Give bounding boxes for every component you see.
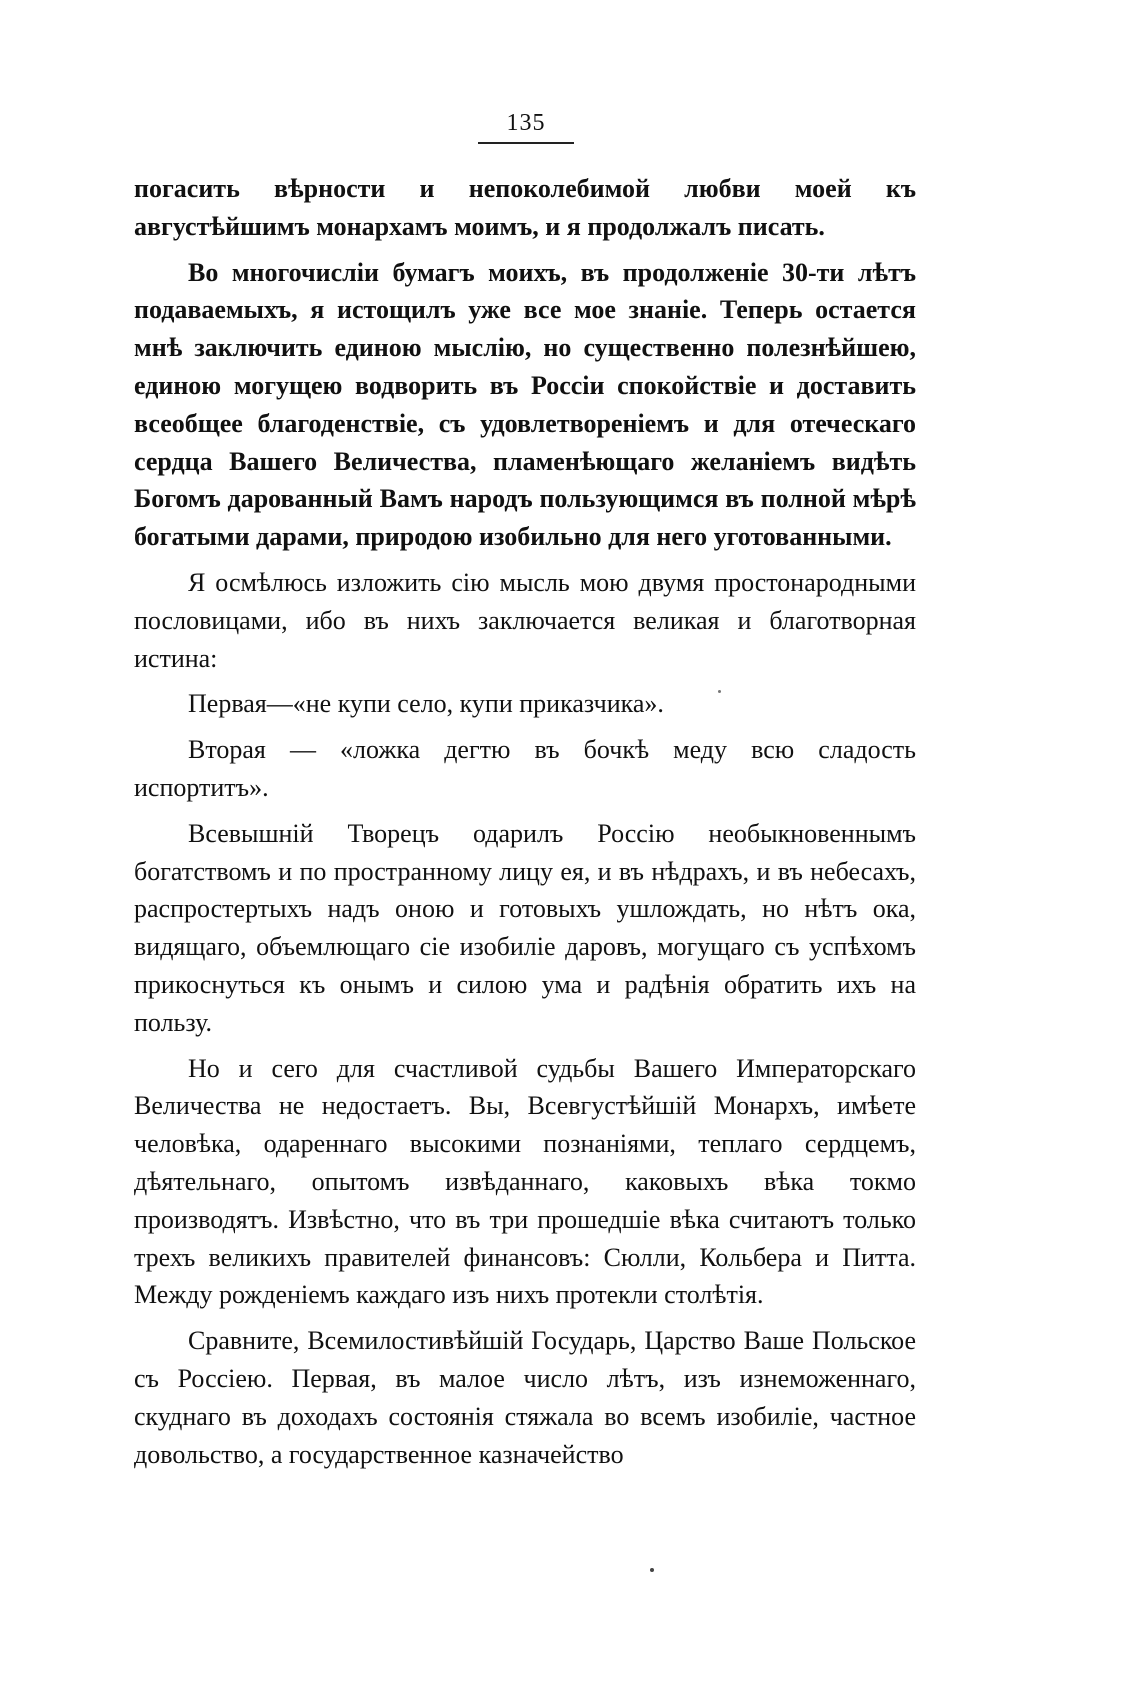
paragraph: Сравните, Всемилостивѣйшій Государь, Царство Ваше Польское съ Россіею. Первая, въ малое число лѣтъ, изъ изнеможеннаго, скуднаго въ доходахъ состоянія стяжала во всемъ изобиліе, частное довольство, а государственное казначейство xyxy=(134,1326,916,1469)
proverb-second: Вторая — «ложка дегтю въ бочкѣ меду всю сладость испортитъ». xyxy=(134,735,916,802)
scan-speck xyxy=(718,690,721,693)
header-rule xyxy=(478,142,574,144)
proverb-first: Первая—«не купи село, купи приказчика». xyxy=(188,689,664,719)
page-number: 135 xyxy=(506,110,546,136)
body-text xyxy=(134,170,916,1481)
paragraph: Всевышній Творецъ одарилъ Россію необыкновеннымъ богатствомъ и по пространному лицу ея, и въ нѣдрахъ, и въ небесахъ, распростертыхъ надъ оною и готовыхъ ушлождать, но нѣтъ ока, видящаго, объемлющаго сіе изобиліе даровъ, могущаго съ успѣхомъ прикоснуться къ онымъ и силою ума и радѣнія обратить ихъ на пользу. xyxy=(134,818,916,1037)
paragraph: Я осмѣлюсь изложить сію мысль мою двумя простонародными пословицами, ибо въ нихъ заключается великая и благотворная истина: xyxy=(134,567,916,673)
paragraph: Но и сего для счастливой судьбы Вашего Императорскаго Величества не недостаетъ. Вы, Всевгустѣйшій Монархъ, имѣете человѣка, одареннаго высокими познаніями, теплаго сердцемъ, дѣятельнаго, опытомъ извѣданнаго, каковыхъ вѣка токмо производятъ. Извѣстно, что въ три прошедшіе вѣка считаютъ только трехъ великихъ правителей финансовъ: Сюлли, Кольбера и Питта. Между рожденіемъ каждаго изъ нихъ протекли столѣтія. xyxy=(134,1053,916,1310)
paragraph: Во многочисліи бумагъ моихъ, въ продолженіе 30-ти лѣтъ подаваемыхъ, я истощилъ уже все мое знаніе. Теперь остается мнѣ заключить единою мыслію, но существенно полезнѣйшею, единою могущею водворить въ Россіи спокойствіе и доставить всеобщее благоденствіе, съ удовлетвореніемъ и для отеческаго сердца Вашего Величества, пламенѣющаго желаніемъ видѣть Богомъ дарованный Вамъ народъ пользующимся въ полной мѣрѣ богатыми дарами, природою изобильно для него уготованными. xyxy=(134,257,916,552)
scan-speck xyxy=(650,1568,654,1572)
paragraph-continuation: погасить вѣрности и непоколебимой любви моей къ августѣйшимъ монархамъ моимъ, и я продолжалъ писать. xyxy=(134,174,916,241)
